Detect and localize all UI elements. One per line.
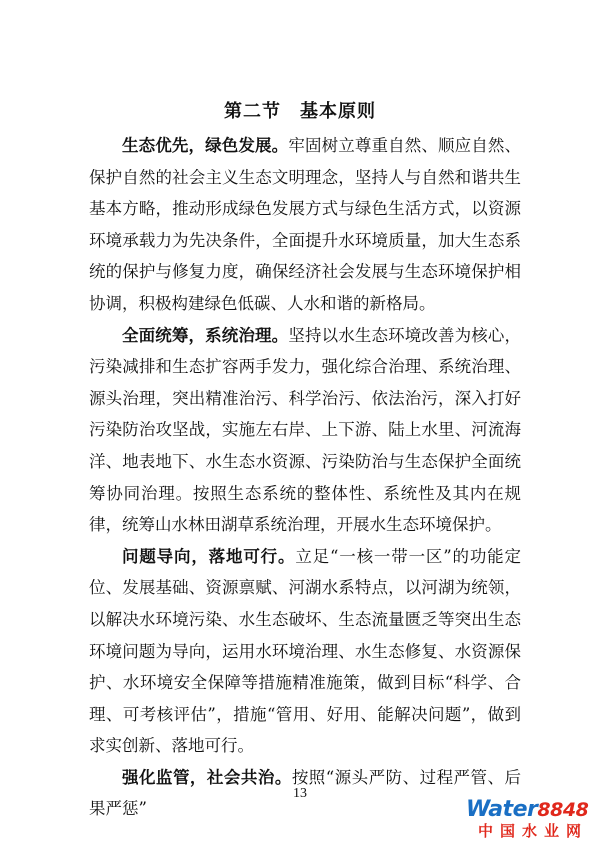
principle-lead: 强化监管，社会共治。: [122, 767, 292, 787]
page-number: 13: [293, 786, 307, 801]
document-body: [89, 130, 521, 825]
paragraph-principle-1: [89, 130, 521, 320]
principle-lead: 全面统筹，系统治理。: [122, 325, 289, 345]
principle-lead: 问题导向，落地可行。: [122, 546, 296, 566]
watermark-brand: [466, 798, 588, 822]
watermark-brand-word: Water: [466, 797, 538, 822]
principle-text: 牢固树立尊重自然、顺应自然、保护自然的社会主义生态文明理念，坚持人与自然和谐共生基本方略，推动形成绿色发展方式与绿色生活方式，以资源环境承载力为先决条件，全面提升水环境质量，加大生态系统的保护与修复力度，确保经济社会发展与生态环境保护相协调，积极构建绿色低碳、人水和谐的新格局。: [89, 136, 522, 313]
principle-text: 坚持以水生态环境改善为核心，污染减排和生态扩容两手发力，强化综合治理、系统治理、源头治理，突出精准治污、科学治污、依法治污，深入打好污染防治攻坚战，实施左右岸、上下游、陆上水里、河流海洋、地表地下、水生态水资源、污染防治与生态保护全面统筹协同治理。按照生态系统的整体性、系统性及其内在规律，统筹山水林田湖草系统治理，开展水生态环境保护。: [89, 325, 522, 535]
watermark-subtitle: 中国水业网: [477, 822, 588, 840]
principle-text: 立足“一核一带一区”的功能定位、发展基础、资源禀赋、河湖水系特点，以河湖为统领，以解决水环境污染、水生态破坏、生态流量匮乏等突出生态环境问题为导向，运用水环境治理、水生态修复、水资源保护、水环境安全保障等措施精准施策，做到目标“科学、合理、可考核评估”，措施“管用、好用、能解决问题”，做到求实创新、落地可行。: [89, 546, 522, 756]
principle-lead: 生态优先，绿色发展。: [122, 136, 289, 155]
principle-text: 按照“源头严防、过程严管、后果严惩”: [89, 767, 522, 819]
watermark-logo: [466, 798, 588, 840]
watermark-brand-number: 8848: [537, 799, 589, 821]
section-heading: 第二节 基本原则: [224, 101, 376, 122]
paragraph-principle-2: [89, 320, 521, 541]
paragraph-principle-3: [89, 541, 521, 762]
